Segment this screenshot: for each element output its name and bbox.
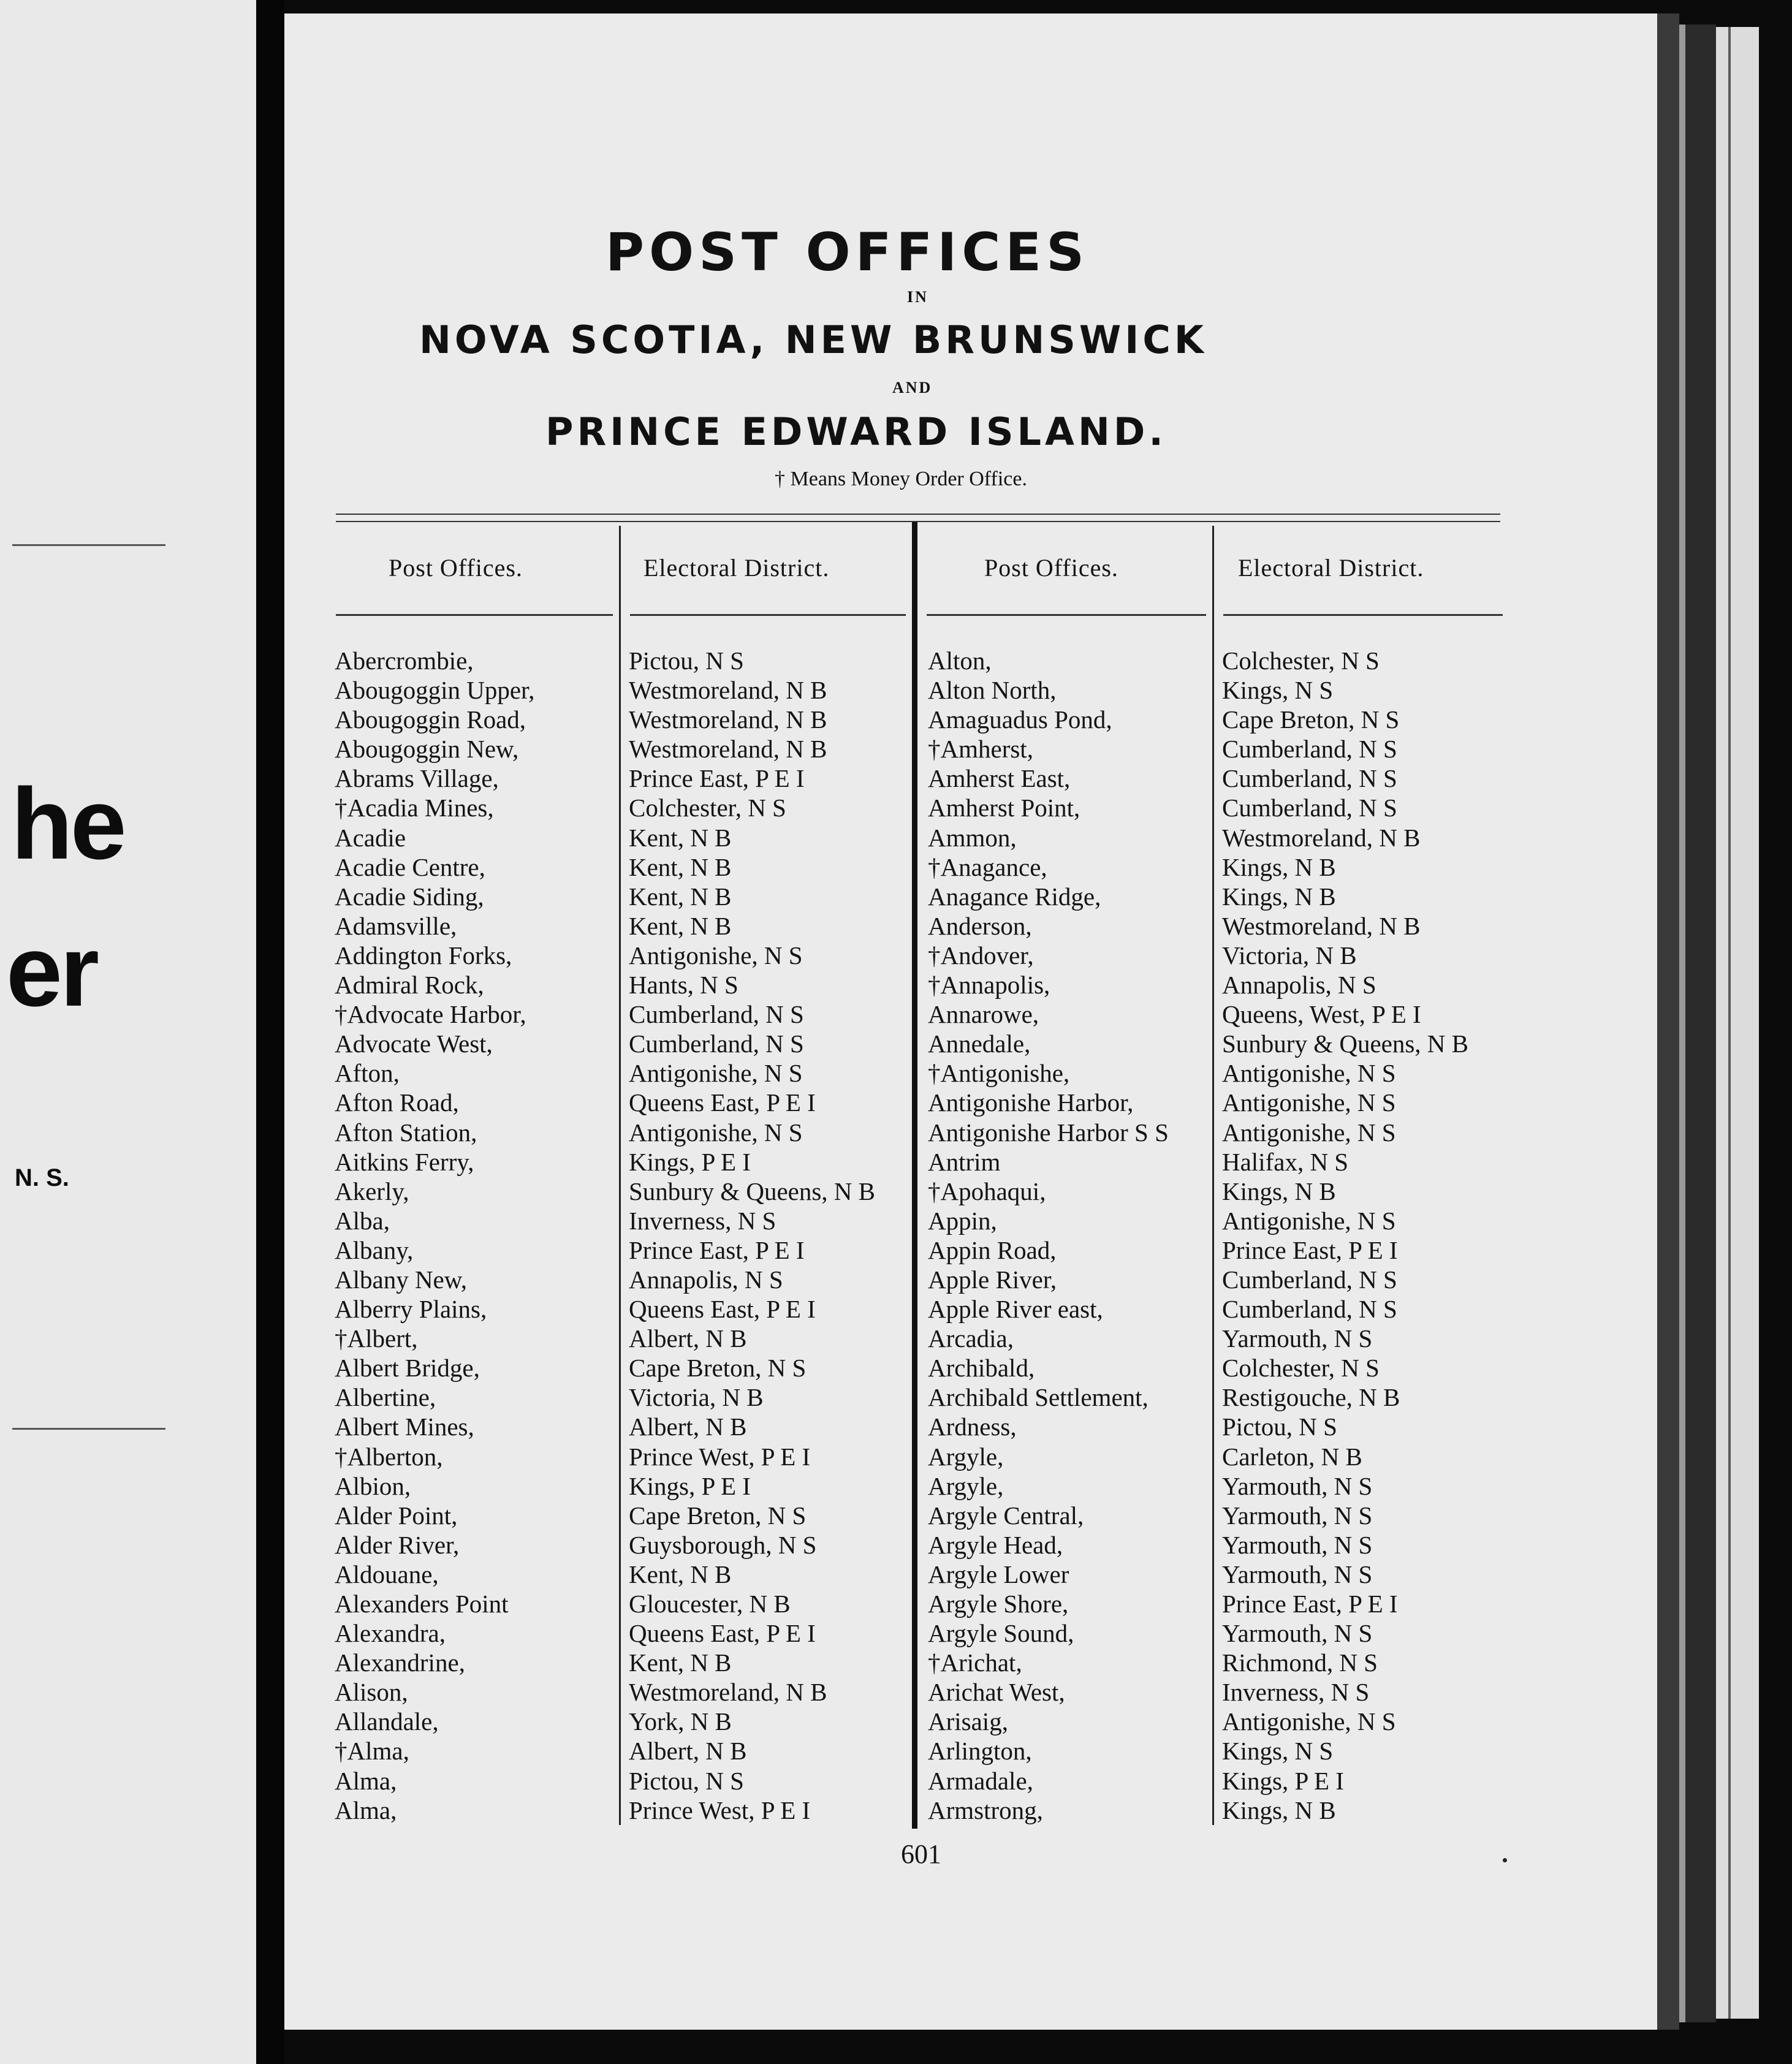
electoral-district-entry: Queens, West, P E I [1222,1000,1421,1029]
electoral-district-entry: Halifax, N S [1222,1147,1349,1176]
post-office-entry: Armstrong, [928,1796,1043,1824]
post-office-entry: Alexandra, [335,1619,446,1648]
electoral-district-entry: Cape Breton, N S [629,1501,807,1530]
electoral-district-entry: Cumberland, N S [1222,1265,1397,1294]
page-number: 601 [901,1839,941,1869]
electoral-district-entry: Annapolis, N S [629,1265,783,1294]
electoral-district-entry: Cumberland, N S [1222,794,1397,822]
electoral-district-entry: Westmoreland, N B [1222,911,1421,940]
electoral-district-entry: Kent, N B [629,852,732,881]
post-office-entry: Arcadia, [928,1324,1014,1353]
post-office-entry: Argyle Central, [928,1501,1084,1530]
electoral-district-entry: Antigonishe, N S [1222,1088,1396,1117]
post-office-entry: Alba, [335,1206,390,1235]
electoral-district-entry: Kings, N S [1222,1737,1334,1766]
electoral-district-entry: Albert, N B [629,1737,747,1766]
electoral-district-entry: Yarmouth, N S [1222,1619,1373,1648]
electoral-district-entry: Westmoreland, N B [629,1678,827,1707]
electoral-district-entry: Colchester, N S [629,794,786,822]
electoral-district-entry: Albert, N B [629,1324,747,1353]
header-underline [630,614,906,616]
post-office-entry: †Albert, [335,1324,418,1353]
post-office-entry: Amherst East, [928,764,1071,793]
post-office-entry: †Andover, [928,941,1034,969]
post-office-entry: Acadie Siding, [335,882,484,911]
post-office-entry: Argyle, [928,1442,1004,1471]
post-office-entry: Akerly, [335,1177,409,1205]
electoral-district-entry: Cumberland, N S [629,1030,804,1058]
title-connector-in: IN [907,288,928,306]
post-office-entry: Albertine, [335,1383,436,1412]
page-spine [1657,13,1679,2030]
electoral-district-entry: Yarmouth, N S [1222,1471,1373,1500]
post-office-entry: Archibald, [928,1354,1035,1383]
page-edge [1728,27,1731,2019]
post-office-entry: Afton Road, [335,1088,459,1117]
post-office-entry: Aldouane, [335,1560,439,1588]
electoral-district-entry: Antigonishe, N S [1222,1206,1396,1235]
electoral-district-entry: Hants, N S [629,971,738,1000]
electoral-district-column-right [1222,646,1468,1825]
header-post-offices-left: Post Offices. [389,554,523,582]
electoral-district-entry: Carleton, N B [1222,1442,1362,1471]
electoral-district-entry: Kings, P E I [1222,1766,1344,1795]
post-office-entry: Admiral Rock, [335,971,484,1000]
electoral-district-column-left [629,646,875,1825]
electoral-district-entry: Kings, P E I [629,1147,751,1176]
page-edge [1716,27,1759,2019]
post-office-entry: Abercrombie, [335,647,474,675]
post-office-entry: Annarowe, [928,1000,1039,1029]
electoral-district-entry: Westmoreland, N B [629,735,827,764]
page-spine [1685,25,1716,2022]
post-office-entry: †Alberton, [335,1442,443,1471]
post-office-entry: Afton Station, [335,1118,477,1147]
electoral-district-entry: Kent, N B [629,911,732,940]
post-office-entry: †Acadia Mines, [335,794,494,822]
electoral-district-entry: Restigouche, N B [1222,1383,1400,1412]
post-office-entry: Argyle Head, [928,1530,1063,1559]
electoral-district-entry: Kent, N B [629,823,732,852]
post-office-entry: Alexanders Point [335,1590,509,1618]
post-office-entry: Amherst Point, [928,794,1080,822]
post-office-entry: Afton, [335,1059,400,1088]
electoral-district-entry: Sunbury & Queens, N B [629,1177,876,1205]
header-double-rule [336,521,1500,522]
column-divider [1212,526,1214,1825]
post-office-entry: Albert Bridge, [335,1354,480,1383]
post-office-entry: Abougoggin Upper, [335,676,535,705]
post-office-entry: Albany, [335,1235,414,1264]
post-office-entry: Anderson, [928,911,1032,940]
book-gutter [256,0,284,2064]
post-office-entry: Alberry Plains, [335,1295,487,1324]
electoral-district-entry: Albert, N B [629,1413,747,1441]
left-page-rule [12,1428,165,1430]
post-office-entry: Advocate West, [335,1030,493,1058]
electoral-district-entry: Antigonishe, N S [629,941,803,969]
page-title: POST OFFICES [606,222,1090,283]
post-office-entry: Appin Road, [928,1235,1057,1264]
page-subtitle: NOVA SCOTIA, NEW BRUNSWICK [419,317,1207,362]
post-office-entry: Appin, [928,1206,997,1235]
electoral-district-entry: Queens East, P E I [629,1295,816,1324]
post-office-entry: Armadale, [928,1766,1033,1795]
electoral-district-entry: Cape Breton, N S [629,1354,807,1383]
header-post-offices-right: Post Offices. [984,554,1118,582]
post-office-entry: Amaguadus Pond, [928,705,1112,734]
column-divider [619,526,621,1825]
electoral-district-entry: Prince East, P E I [1222,1235,1398,1264]
post-office-entry: †Antigonishe, [928,1059,1070,1088]
post-office-entry: Albion, [335,1471,411,1500]
post-office-entry: Alexandrine, [335,1649,465,1677]
post-office-entry: Apple River east, [928,1295,1103,1324]
electoral-district-entry: Prince East, P E I [629,764,805,793]
post-office-entry: Alton North, [928,676,1057,705]
electoral-district-entry: Inverness, N S [629,1206,776,1235]
post-office-entry: Alton, [928,647,992,675]
ink-speck [1503,1858,1507,1862]
electoral-district-entry: Westmoreland, N B [629,705,827,734]
electoral-district-entry: Kings, N S [1222,676,1334,705]
post-office-entry: Argyle Sound, [928,1619,1074,1648]
post-office-entry: †Apohaqui, [928,1177,1046,1205]
post-office-entry: Annedale, [928,1030,1031,1058]
electoral-district-entry: Pictou, N S [1222,1413,1337,1441]
post-office-entry: Alder Point, [335,1501,458,1530]
post-office-entry: †Arichat, [928,1649,1022,1677]
post-office-entry: Archibald Settlement, [928,1383,1148,1412]
electoral-district-entry: Kings, P E I [629,1471,751,1500]
electoral-district-entry: Victoria, N B [629,1383,764,1412]
electoral-district-entry: Richmond, N S [1222,1649,1378,1677]
post-office-entry: Aitkins Ferry, [335,1147,474,1176]
post-office-entry: †Amherst, [928,735,1033,764]
page-subtitle-2: PRINCE EDWARD ISLAND. [545,409,1167,454]
electoral-district-entry: Kent, N B [629,1649,732,1677]
title-connector-and: AND [892,379,933,396]
post-office-entry: Adamsville, [335,911,457,940]
electoral-district-entry: Prince West, P E I [629,1796,811,1824]
electoral-district-entry: Cumberland, N S [1222,1295,1397,1324]
post-office-entry: Addington Forks, [335,941,512,969]
electoral-district-entry: Westmoreland, N B [1222,823,1421,852]
left-facing-page [0,0,256,2064]
electoral-district-entry: Colchester, N S [1222,647,1380,675]
post-offices-column-left [335,646,534,1825]
post-office-entry: Acadie Centre, [335,852,485,881]
electoral-district-entry: Prince East, P E I [629,1235,805,1264]
electoral-district-entry: Kent, N B [629,882,732,911]
electoral-district-entry: York, N B [629,1707,732,1736]
electoral-district-entry: Annapolis, N S [1222,971,1376,1000]
electoral-district-entry: Sunbury & Queens, N B [1222,1030,1469,1058]
electoral-district-entry: Colchester, N S [1222,1354,1380,1383]
left-page-fragment-1: he [11,767,124,880]
electoral-district-entry: Antigonishe, N S [1222,1118,1396,1147]
electoral-district-entry: Victoria, N B [1222,941,1357,969]
post-office-entry: Anagance Ridge, [928,882,1101,911]
money-order-note: † Means Money Order Office. [775,468,1027,490]
electoral-district-entry: Queens East, P E I [629,1088,816,1117]
post-office-entry: Albert Mines, [335,1413,474,1441]
electoral-district-entry: Inverness, N S [1222,1678,1370,1707]
post-office-entry: Alma, [335,1766,397,1795]
electoral-district-entry: Prince West, P E I [629,1442,811,1471]
post-office-entry: Alma, [335,1796,397,1824]
post-office-entry: Abougoggin Road, [335,705,526,734]
post-office-entry: Alder River, [335,1530,460,1559]
post-office-entry: Ardness, [928,1413,1017,1441]
electoral-district-entry: Antigonishe, N S [629,1059,803,1088]
post-office-entry: †Anagance, [928,852,1047,881]
post-office-entry: Arichat West, [928,1678,1065,1707]
header-electoral-district-left: Electoral District. [644,554,830,582]
post-office-entry: Antigonishe Harbor, [928,1088,1134,1117]
post-office-entry: †Advocate Harbor, [335,1000,526,1029]
header-underline [1223,614,1503,616]
post-office-entry: Ammon, [928,823,1017,852]
electoral-district-entry: Pictou, N S [629,647,744,675]
post-office-entry: Albany New, [335,1265,467,1294]
post-offices-column-right [928,646,1169,1825]
electoral-district-entry: Gloucester, N B [629,1590,791,1618]
electoral-district-entry: Kings, N B [1222,882,1336,911]
center-divider [912,522,917,1829]
electoral-district-entry: Cumberland, N S [1222,764,1397,793]
electoral-district-entry: Prince East, P E I [1222,1590,1398,1618]
electoral-district-entry: Antigonishe, N S [1222,1059,1396,1088]
electoral-district-entry: Cumberland, N S [1222,735,1397,764]
post-office-entry: Acadie [335,823,406,852]
electoral-district-entry: Yarmouth, N S [1222,1501,1373,1530]
electoral-district-entry: Yarmouth, N S [1222,1324,1373,1353]
electoral-district-entry: Kings, N B [1222,1796,1336,1824]
electoral-district-entry: Kings, N B [1222,1177,1336,1205]
post-office-entry: Apple River, [928,1265,1057,1294]
post-office-entry: Antrim [928,1147,1001,1176]
electoral-district-entry: Pictou, N S [629,1766,744,1795]
post-office-entry: Alison, [335,1678,408,1707]
header-double-rule [336,514,1500,515]
electoral-district-entry: Kent, N B [629,1560,732,1588]
post-office-entry: Argyle Shore, [928,1590,1069,1618]
header-underline [927,614,1206,616]
electoral-district-entry: Westmoreland, N B [629,676,827,705]
post-office-entry: Antigonishe Harbor S S [928,1118,1169,1147]
post-office-entry: Arlington, [928,1737,1032,1766]
electoral-district-entry: Yarmouth, N S [1222,1530,1373,1559]
electoral-district-entry: Queens East, P E I [629,1619,816,1648]
electoral-district-entry: Cape Breton, N S [1222,705,1400,734]
post-office-entry: Abrams Village, [335,764,499,793]
electoral-district-entry: Guysborough, N S [629,1530,817,1559]
electoral-district-entry: Yarmouth, N S [1222,1560,1373,1588]
post-office-entry: Argyle Lower [928,1560,1069,1588]
electoral-district-entry: Cumberland, N S [629,1000,804,1029]
post-office-entry: Abougoggin New, [335,735,519,764]
post-office-entry: Arisaig, [928,1707,1008,1736]
header-electoral-district-right: Electoral District. [1238,554,1424,582]
left-page-rule [12,544,165,546]
post-office-entry: †Alma, [335,1737,409,1766]
post-office-entry: †Annapolis, [928,971,1050,1000]
left-page-fragment-3: N. S. [15,1164,69,1191]
header-underline [336,614,613,616]
page-spine [1679,25,1685,2022]
post-office-entry: Argyle, [928,1471,1004,1500]
post-office-entry: Allandale, [335,1707,439,1736]
electoral-district-entry: Kings, N B [1222,852,1336,881]
left-page-fragment-2: er [6,914,97,1027]
electoral-district-entry: Antigonishe, N S [1222,1707,1396,1736]
electoral-district-entry: Antigonishe, N S [629,1118,803,1147]
